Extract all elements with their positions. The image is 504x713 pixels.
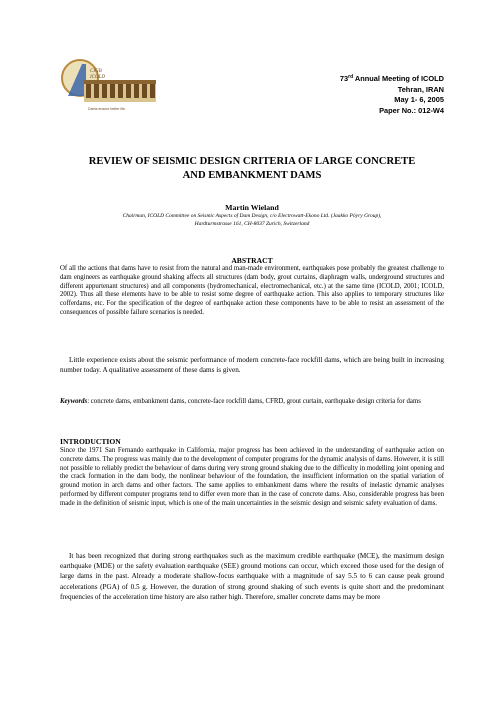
abstract-paragraph-2: Little experience exists about the seismic performance of modern concrete-face rockfill dams, which are being built in increasing number today. A qualitative assessment of these dams is given. (60, 356, 444, 375)
abstract-paragraph-1: Of all the actions that dams have to resist from the natural and man-made environment, earthquakes pose probably the greatest challenge to dam engineers as earthquake ground shaking affects all structures (dam body, grout curtains, diaphragm walls, underground structures and different appurtenant structures) and all components (hydromechanical, electromechanical, etc.) at the same time (ICOLD, 2001; ICOLD, 2002). Thus all these elements have to be able to resist some degree of earthquake action. This also applies to temporary structures like cofferdams, etc. For the specification of the degree of earthquake action these components have to be able to resist an assessment of the consequences of possible failure scenarios is needed. (60, 265, 444, 316)
logo-tagline: Dams ensure better life (88, 107, 126, 111)
meeting-location: Tehran, IRAN (397, 84, 444, 94)
keywords (60, 398, 444, 407)
meeting-dates: May 1- 6, 2005 (394, 95, 444, 104)
author-name: Martin Wieland (225, 203, 279, 212)
icold-logo (60, 58, 158, 113)
paper-title: REVIEW OF SEISMIC DESIGN CRITERIA OF LARGE CONCRETE AND EMBANKMENT DAMS (88, 156, 416, 181)
introduction-paragraph-2: It has been recognized that during strong earthquakes such as the maximum credible earthquake (MCE), the maximum design earthquake (MDE) or the safety evaluation earthquake (SEE) ground motions can occur, which exceed those used for the design of large dams in the past. Already a moderate shallow-focus earthquake with a magnitude of say 5.5 to 6 can cause peak ground accelerations (PGA) of 0.5 g. However, the duration of strong ground shaking of such events is quite short and the predominant frequencies of the acceleration time history are also rather high. Therefore, smaller concrete dams may be more (60, 552, 444, 601)
introduction-paragraph-1: Since the 1971 San Fernando earthquake in California, major progress has been achieved in the understanding of earthquake action on concrete dams. The progress was mainly due to the development of computer programs for the dynamic analysis of dams. However, it is still not possible to reliably predict the behaviour of dams during very strong ground shaking due to the difficulty in modelling joint opening and the crack formation in the dam body, the nonlinear behaviour of the foundation, the insufficient information on the spatial variation of ground motion in arch dams and other factors. The same applies to embankment dams where the results of inelastic dynamic analyses performed by different computer programs tend to differ even more than in the case of concrete dams. Also, considerable progress has been made in the definition of seismic input, which is one of the main uncertainties in the seismic design and seismic safety evaluation of dams. (60, 447, 444, 507)
introduction-heading: INTRODUCTION (60, 437, 121, 446)
logo-bridge-arches (86, 84, 155, 98)
meeting-info (244, 74, 444, 116)
author-affiliation: Chairman, ICOLD Committee on Seismic Aspects of Dam Design, c/o Electrowatt-Ekono Ltd. (Jaakko Pöyry Group), Hardturmstrasse 161, CH-8037 Zurich, Switzerland (122, 213, 382, 227)
paper-number: Paper No.: 012-W4 (379, 105, 444, 115)
keywords-text: : concrete dams, embankment dams, concrete-face rockfill dams, CFRD, grout curtain, earthquake design criteria for dams (87, 398, 421, 405)
logo-text-bottom: ICOLD (90, 75, 106, 80)
meeting-line-1: 73rd Annual Meeting of ICOLD (339, 74, 444, 83)
abstract-heading: ABSTRACT (231, 256, 273, 265)
logo-text-top: CIGB (90, 69, 102, 74)
logo-bridge-deck (84, 80, 156, 84)
keywords-label: Keywords (60, 398, 88, 405)
